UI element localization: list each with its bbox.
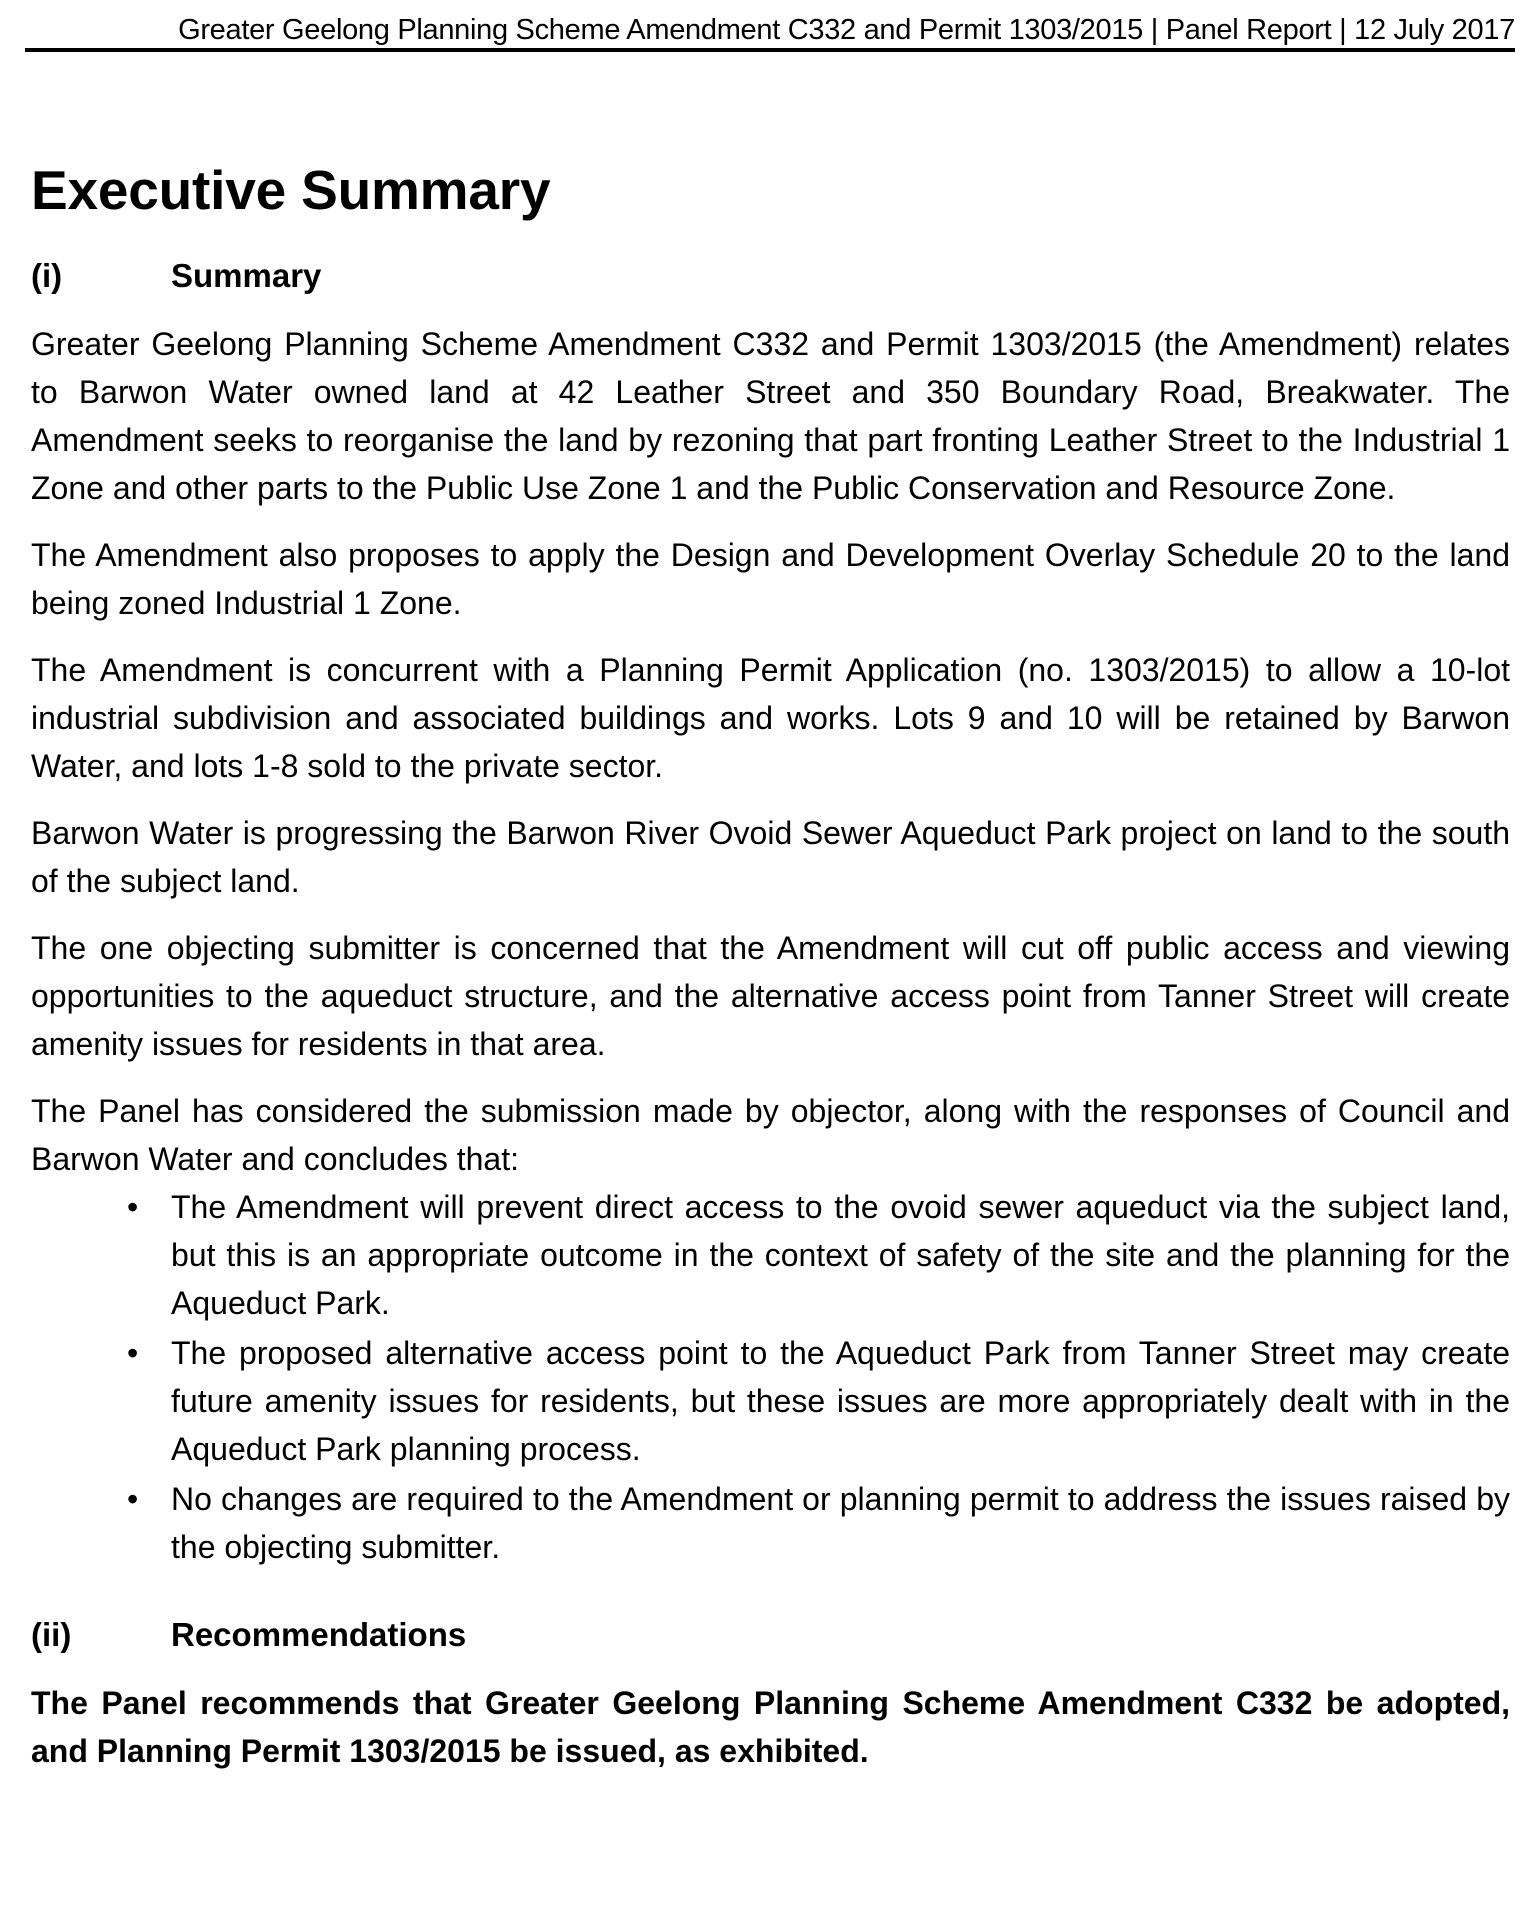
summary-paragraph: Barwon Water is progressing the Barwon River Ovoid Sewer Aqueduct Park project on land to the south of the subject land. [31,815,1510,899]
bullet-dot-icon: • [127,1335,139,1371]
list-item [31,1183,1510,1327]
summary-paragraph: The one objecting submitter is concerned that the Amendment will cut off public access and viewing opportunities to the aqueduct structure, and the alternative access point from Tanner Street will create amenity issues for residents in that area. [31,930,1510,1062]
list-item-text: The Amendment will prevent direct access to the ovoid sewer aqueduct via the subject land, but this is an appropriate outcome in the context of safety of the site and the planning for the Aqueduct Park. [171,1189,1510,1321]
bullet-dot-icon: • [127,1189,139,1225]
section-title: Recommendations [171,1616,467,1653]
list-item [31,1475,1510,1571]
bullet-dot-icon: • [127,1481,139,1517]
list-item-text: The proposed alternative access point to the Aqueduct Park from Tanner Street may create future amenity issues for residents, but these issues are more appropriately dealt with in the Aqueduct Park planning process. [171,1335,1510,1467]
list-item-text: No changes are required to the Amendment or planning permit to address the issues raised by the objecting submitter. [171,1481,1510,1565]
section-heading-recommendations [31,1611,1510,1659]
summary-paragraph: Greater Geelong Planning Scheme Amendment C332 and Permit 1303/2015 (the Amendment) relates to Barwon Water owned land at 42 Leather Street and 350 Boundary Road, Breakwater. The Amendment seeks to reorganise the land by rezoning that part fronting Leather Street to the Industrial 1 Zone and other parts to the Public Use Zone 1 and the Public Conservation and Resource Zone. [31,326,1510,506]
section-number: (ii) [31,1616,72,1653]
summary-paragraph: The Panel has considered the submission made by objector, along with the responses of Council and Barwon Water and concludes that: [31,1093,1510,1177]
running-header-title: Greater Geelong Planning Scheme Amendment C332 and Permit 1303/2015 | Panel Report | 12 July 2017 [178,14,1515,46]
section-heading-summary [31,252,1510,300]
list-item [31,1329,1510,1473]
recommendation-text: The Panel recommends that Greater Geelong Planning Scheme Amendment C332 be adopted, and Planning Permit 1303/2015 be issued, as exhibited. [31,1685,1510,1769]
section-title: Summary [171,257,322,294]
page-content [31,148,1510,1775]
summary-paragraph: The Amendment is concurrent with a Planning Permit Application (no. 1303/2015) to allow a 10-lot industrial subdivision and associated buildings and works. Lots 9 and 10 will be retained by Barwon Water, and lots 1-8 sold to the private sector. [31,652,1510,784]
conclusions-list [31,1183,1510,1571]
running-header [25,8,1515,52]
section-number: (i) [31,257,63,294]
page-title: Executive Summary [31,159,551,221]
summary-paragraph: The Amendment also proposes to apply the Design and Development Overlay Schedule 20 to the land being zoned Industrial 1 Zone. [31,537,1510,621]
